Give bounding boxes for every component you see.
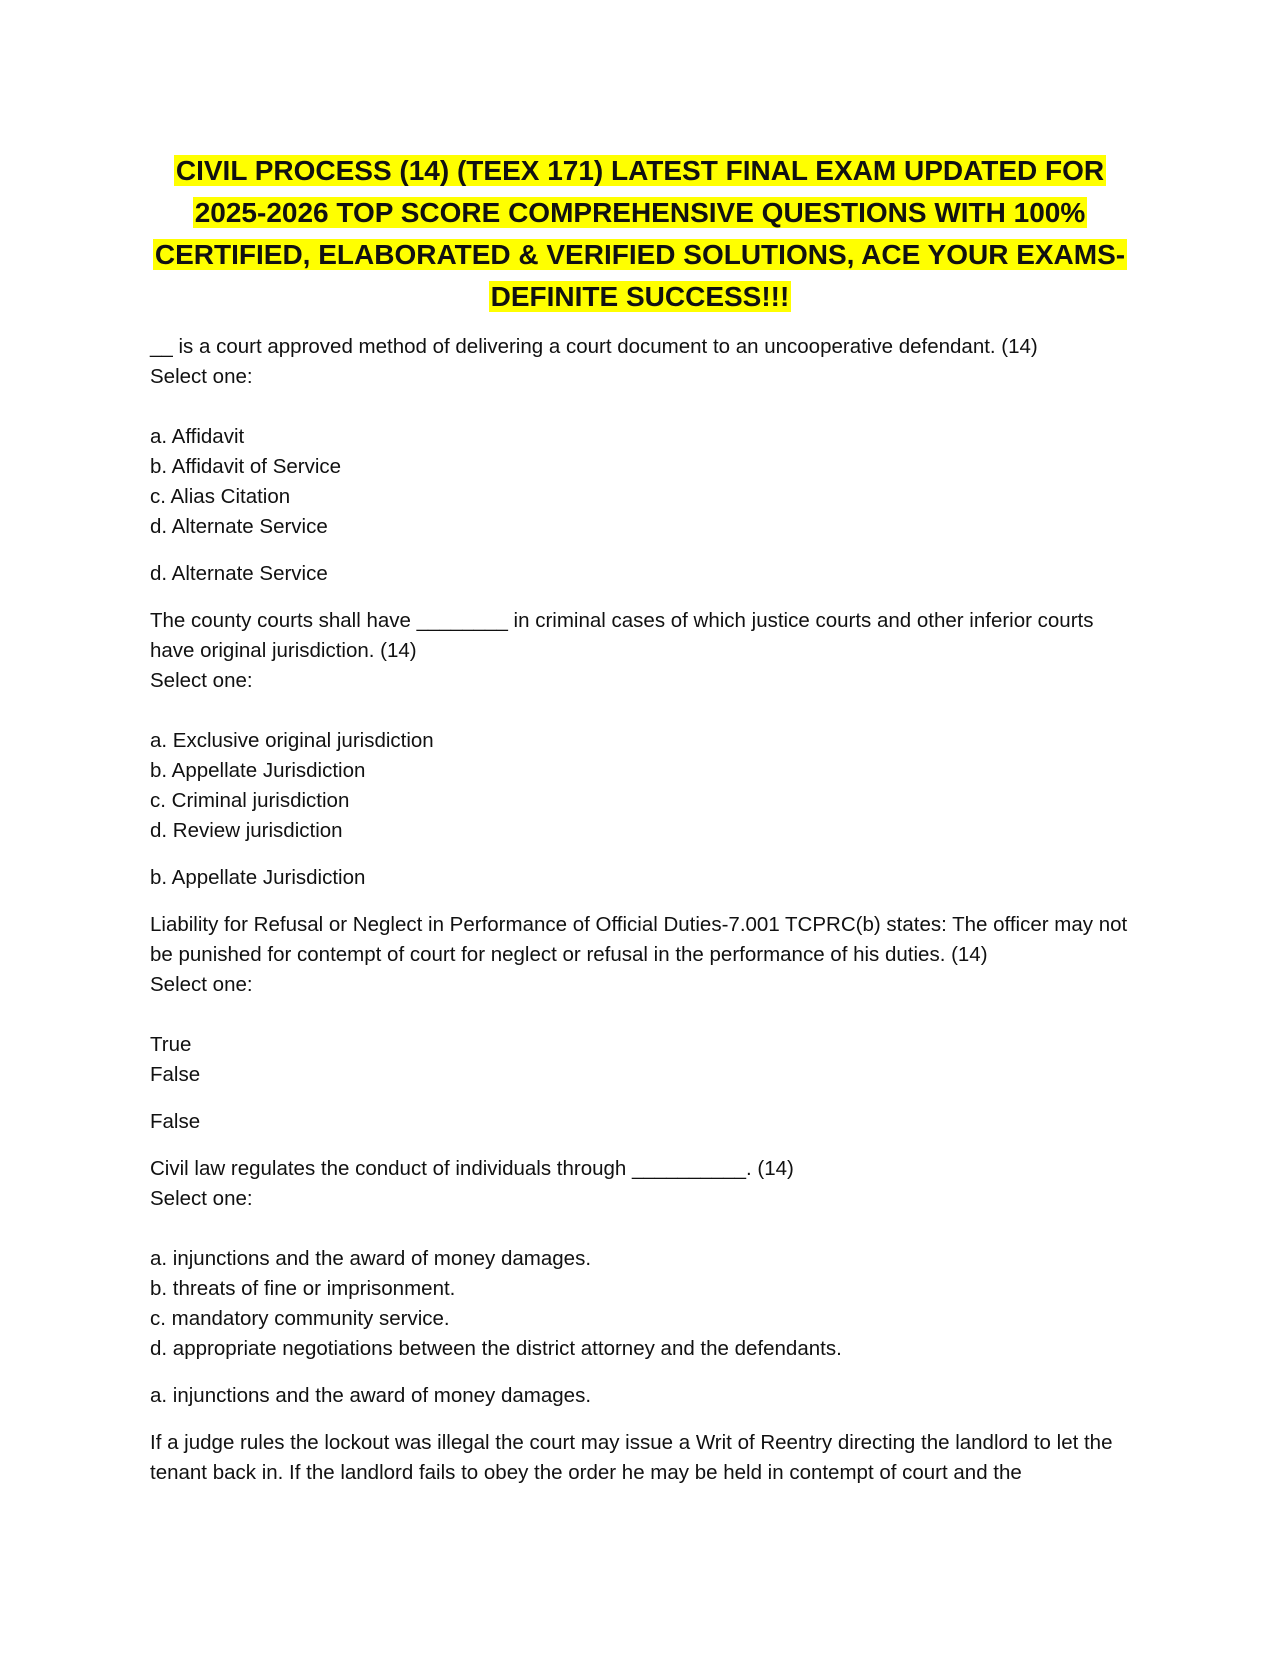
option-item: b. Affidavit of Service — [150, 455, 342, 478]
question-text: Liability for Refusal or Neglect in Performance of Official Duties-7.001 TCPRC(b) states: The officer may not be punished for contempt of court for neglect or refusal in the performance of his duties. (14) — [150, 913, 1128, 966]
question-text: Civil law regulates the conduct of individuals through __________. (14) — [150, 1157, 794, 1180]
option-item: d. Review jurisdiction — [150, 819, 343, 842]
title-highlight: CIVIL PROCESS (14) (TEEX 171) LATEST FINAL EXAM UPDATED FOR 2025-2026 TOP SCORE COMPREHENSIVE QUESTIONS WITH 100% CERTIFIED, ELABORATED & VERIFIED SOLUTIONS, ACE YOUR EXAMS- DEFINITE SUCCESS!!! — [154, 155, 1126, 312]
question-4 — [150, 1154, 1130, 1214]
option-item: False — [150, 1063, 201, 1086]
document-page — [150, 150, 1130, 1505]
option-item: a. injunctions and the award of money damages. — [150, 1247, 592, 1270]
options-list — [150, 1244, 1130, 1364]
question-5 — [150, 1428, 1130, 1488]
answer-text: b. Appellate Jurisdiction — [150, 866, 366, 889]
options-list — [150, 726, 1130, 846]
answer-text: False — [150, 1110, 201, 1133]
question-2 — [150, 606, 1130, 696]
question-text: __ is a court approved method of delivering a court document to an uncooperative defendant. (14) — [150, 335, 1038, 358]
options-list — [150, 422, 1130, 542]
option-item: b. threats of fine or imprisonment. — [150, 1277, 456, 1300]
select-one-label: Select one: — [150, 365, 253, 388]
answer-text: d. Alternate Service — [150, 562, 328, 585]
option-item: c. mandatory community service. — [150, 1307, 450, 1330]
question-text: If a judge rules the lockout was illegal the court may issue a Writ of Reentry directing the landlord to let the tenant back in. If the landlord fails to obey the order he may be held in contempt of court and the — [150, 1431, 1113, 1484]
document-title — [150, 150, 1130, 318]
option-item: a. Affidavit — [150, 425, 245, 448]
select-one-label: Select one: — [150, 1187, 253, 1210]
question-3 — [150, 910, 1130, 1000]
option-item: c. Criminal jurisdiction — [150, 789, 350, 812]
options-list — [150, 1030, 1130, 1090]
question-1 — [150, 332, 1130, 392]
answer-text: a. injunctions and the award of money damages. — [150, 1384, 592, 1407]
option-item: c. Alias Citation — [150, 485, 291, 508]
option-item: d. appropriate negotiations between the district attorney and the defendants. — [150, 1337, 842, 1360]
option-item: a. Exclusive original jurisdiction — [150, 729, 434, 752]
option-item: True — [150, 1033, 192, 1056]
option-item: b. Appellate Jurisdiction — [150, 759, 366, 782]
question-text: The county courts shall have ________ in criminal cases of which justice courts and other inferior courts have original jurisdiction. (14) — [150, 609, 1094, 662]
select-one-label: Select one: — [150, 973, 253, 996]
select-one-label: Select one: — [150, 669, 253, 692]
option-item: d. Alternate Service — [150, 515, 328, 538]
